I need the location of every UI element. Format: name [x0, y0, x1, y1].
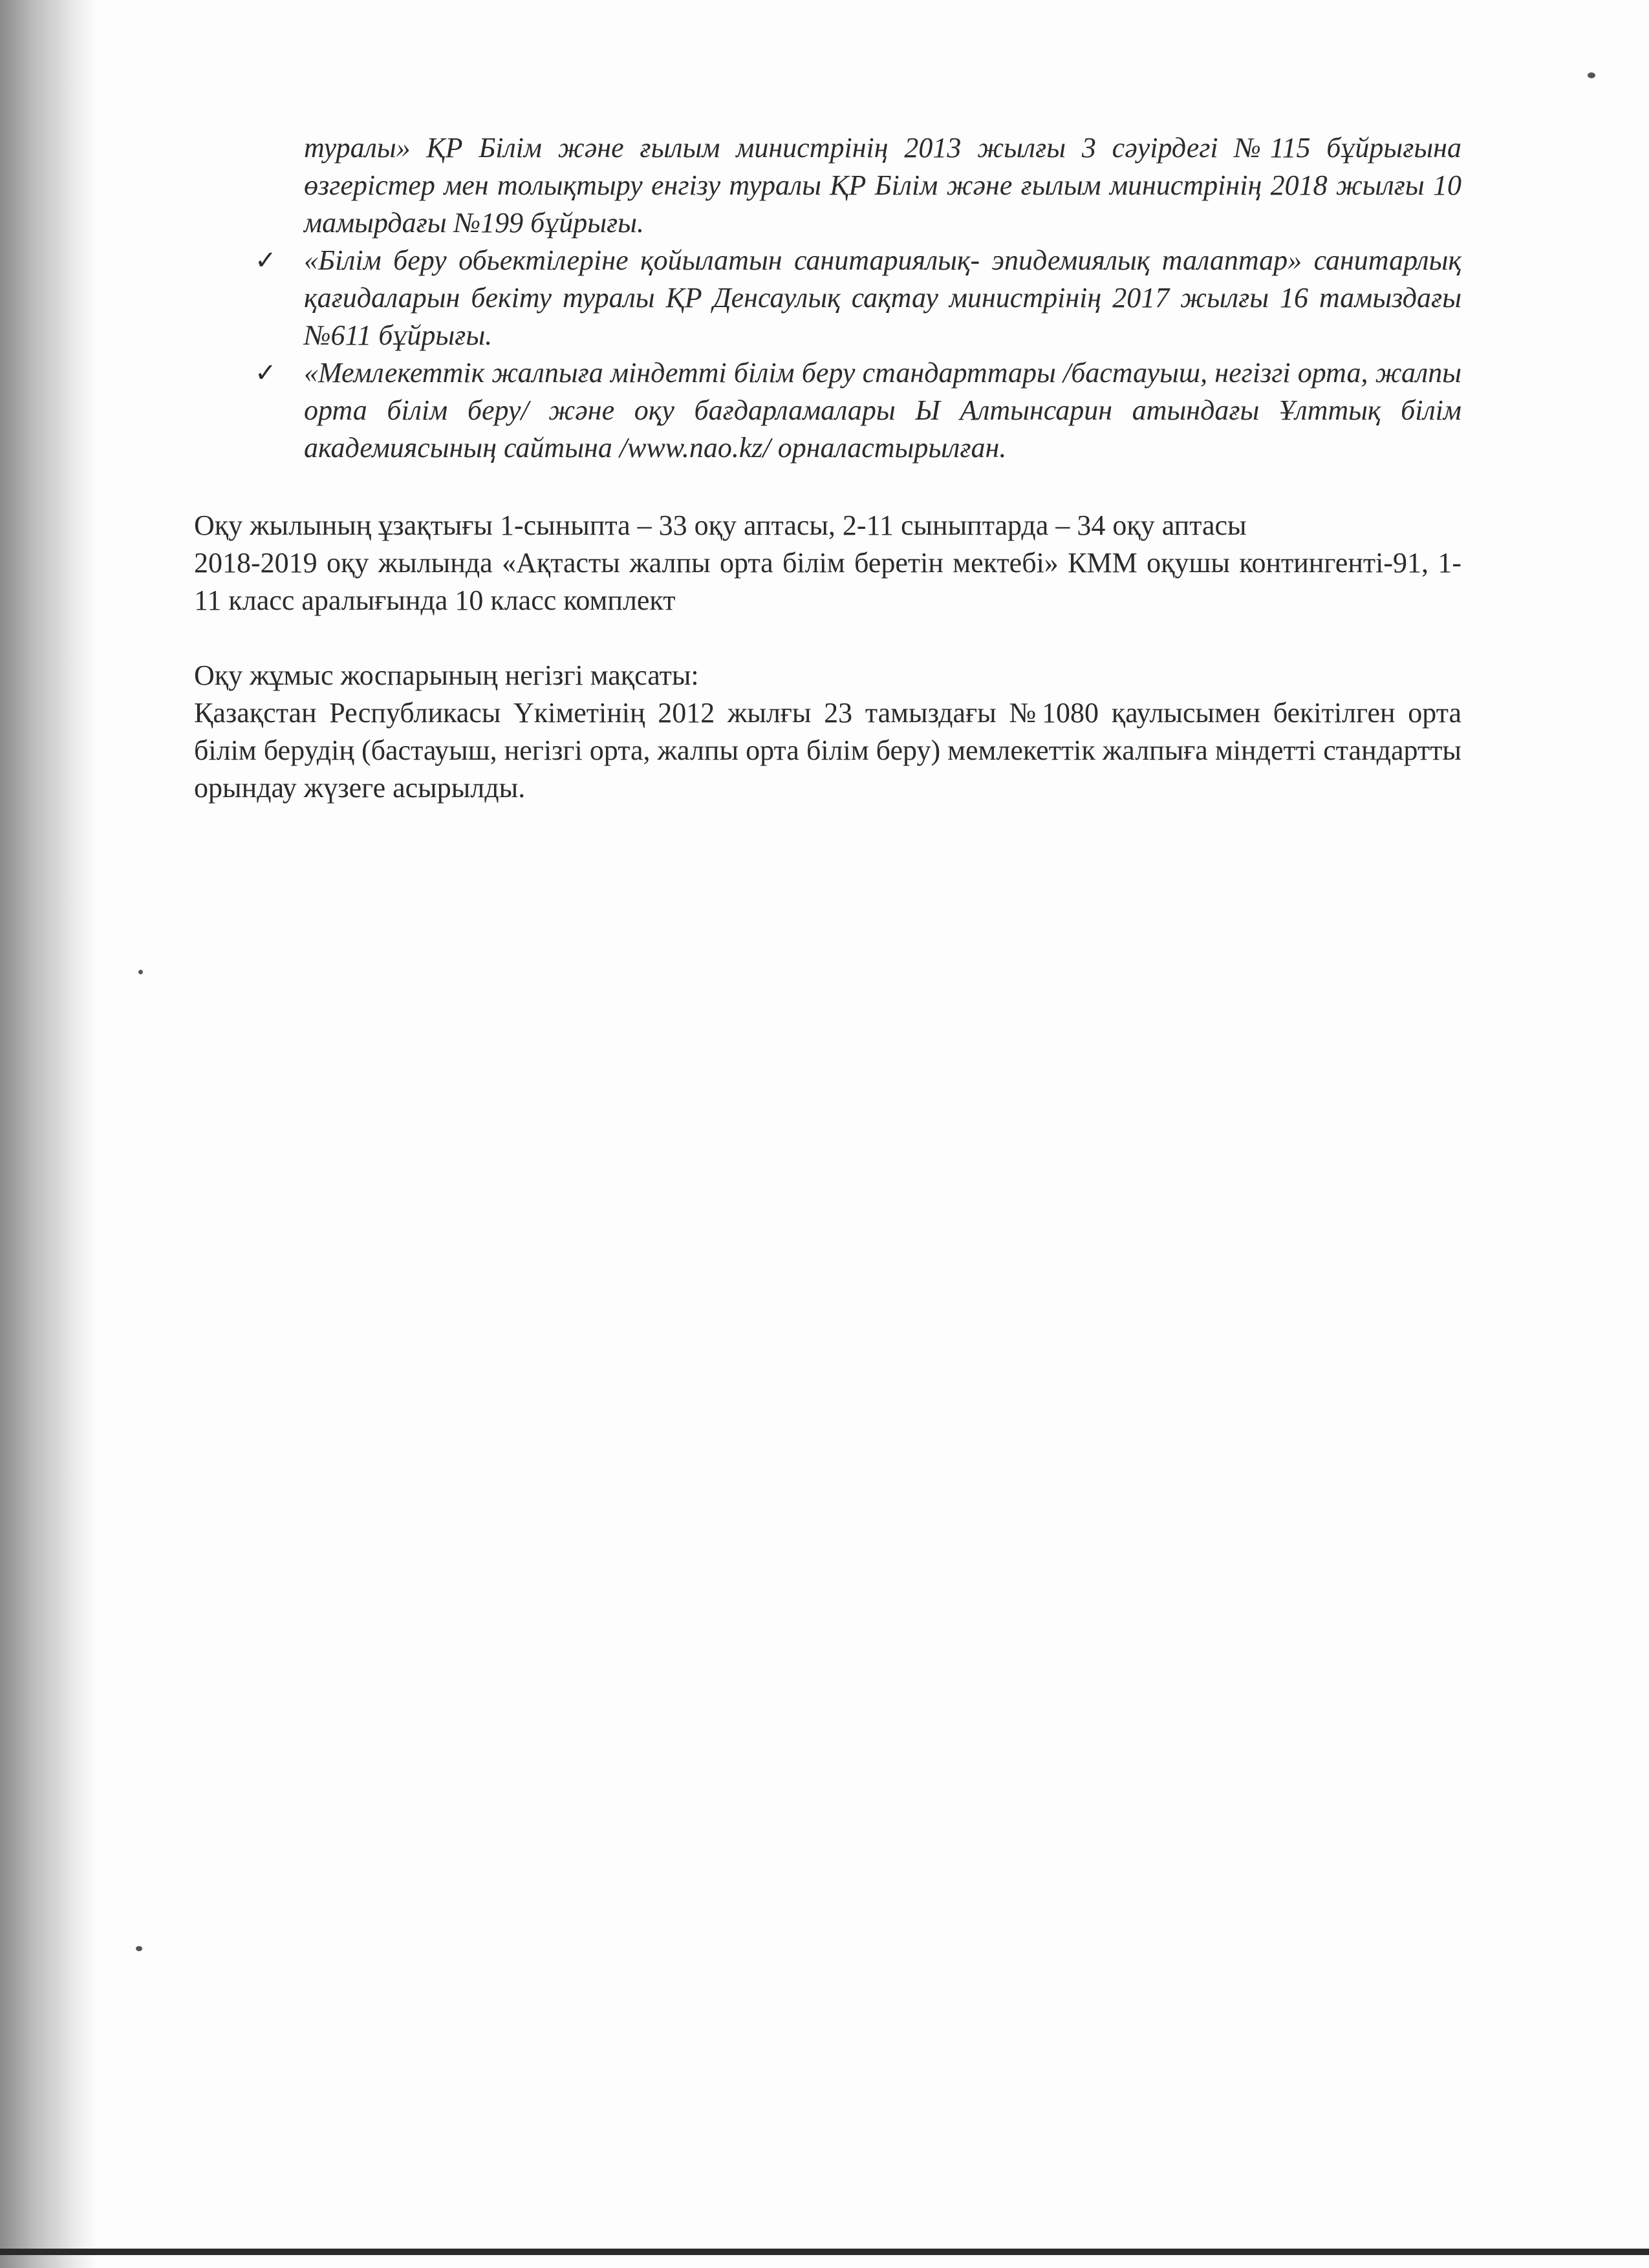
list-item-text: туралы» ҚР Білім және ғылым министрінің 2013 жылғы 3 сәуірдегі №115 бұйрығына өзгерістер мен толықтыру енгізу туралы ҚР Білім және ғылым министрінің 2018 жылғы 10 мамырдағы №199 бұйрығы.	[304, 132, 1461, 239]
contingent-paragraph: 2018-2019 оқу жылында «Ақтасты жалпы орта білім беретін мектебі» КММ оқушы контингенті-91, 1-11 класс аралығында 10 класс комплект	[194, 547, 1461, 616]
regulation-list	[255, 129, 1461, 467]
list-item	[255, 242, 1461, 354]
checkmark-icon: ✓	[255, 358, 277, 388]
goal-heading: Оқу жұмыс жоспарының негізгі мақсаты:	[194, 659, 699, 691]
goal-paragraph: Қазақстан Республикасы Үкіметінің 2012 жылғы 23 тамыздағы №1080 қаулысымен бекітілген орта білім берудің (бастауыш, негізгі орта, жалпы орта білім беру) мемлекеттік жалпыға міндетті стандартты орындау жүзеге асырылды.	[194, 697, 1461, 804]
scan-edge	[0, 2249, 1649, 2255]
scan-speck	[1588, 72, 1595, 78]
list-item-text: «Мемлекеттік жалпыға міндетті білім беру стандарттары /бастауыш, негізгі орта, жалпы орта білім беру/ және оқу бағдарламалары Ы Алтынсарин атындағы Ұлттық білім академиясының сайтына /www.nao.kz/ орналастырылған.	[304, 357, 1461, 464]
duration-paragraph: Оқу жылының ұзақтығы 1-сыныпта – 33 оқу аптасы, 2-11 сыныптарда – 34 оқу аптасы	[194, 509, 1247, 541]
list-item	[255, 354, 1461, 467]
body-text	[194, 507, 1461, 807]
list-item	[304, 129, 1461, 242]
scan-speck	[136, 1946, 142, 1951]
scan-speck	[138, 970, 143, 974]
checkmark-icon: ✓	[255, 246, 277, 275]
paragraph-gap	[194, 619, 1461, 657]
scan-shadow	[0, 0, 97, 2268]
document-page	[194, 129, 1461, 807]
list-item-text: «Білім беру обьектілеріне қойылатын санитариялық- эпидемиялық талаптар» санитарлық қағидаларын бекіту туралы ҚР Денсаулық сақтау министрінің 2017 жылғы 16 тамыздағы №611 бұйрығы.	[304, 244, 1461, 351]
